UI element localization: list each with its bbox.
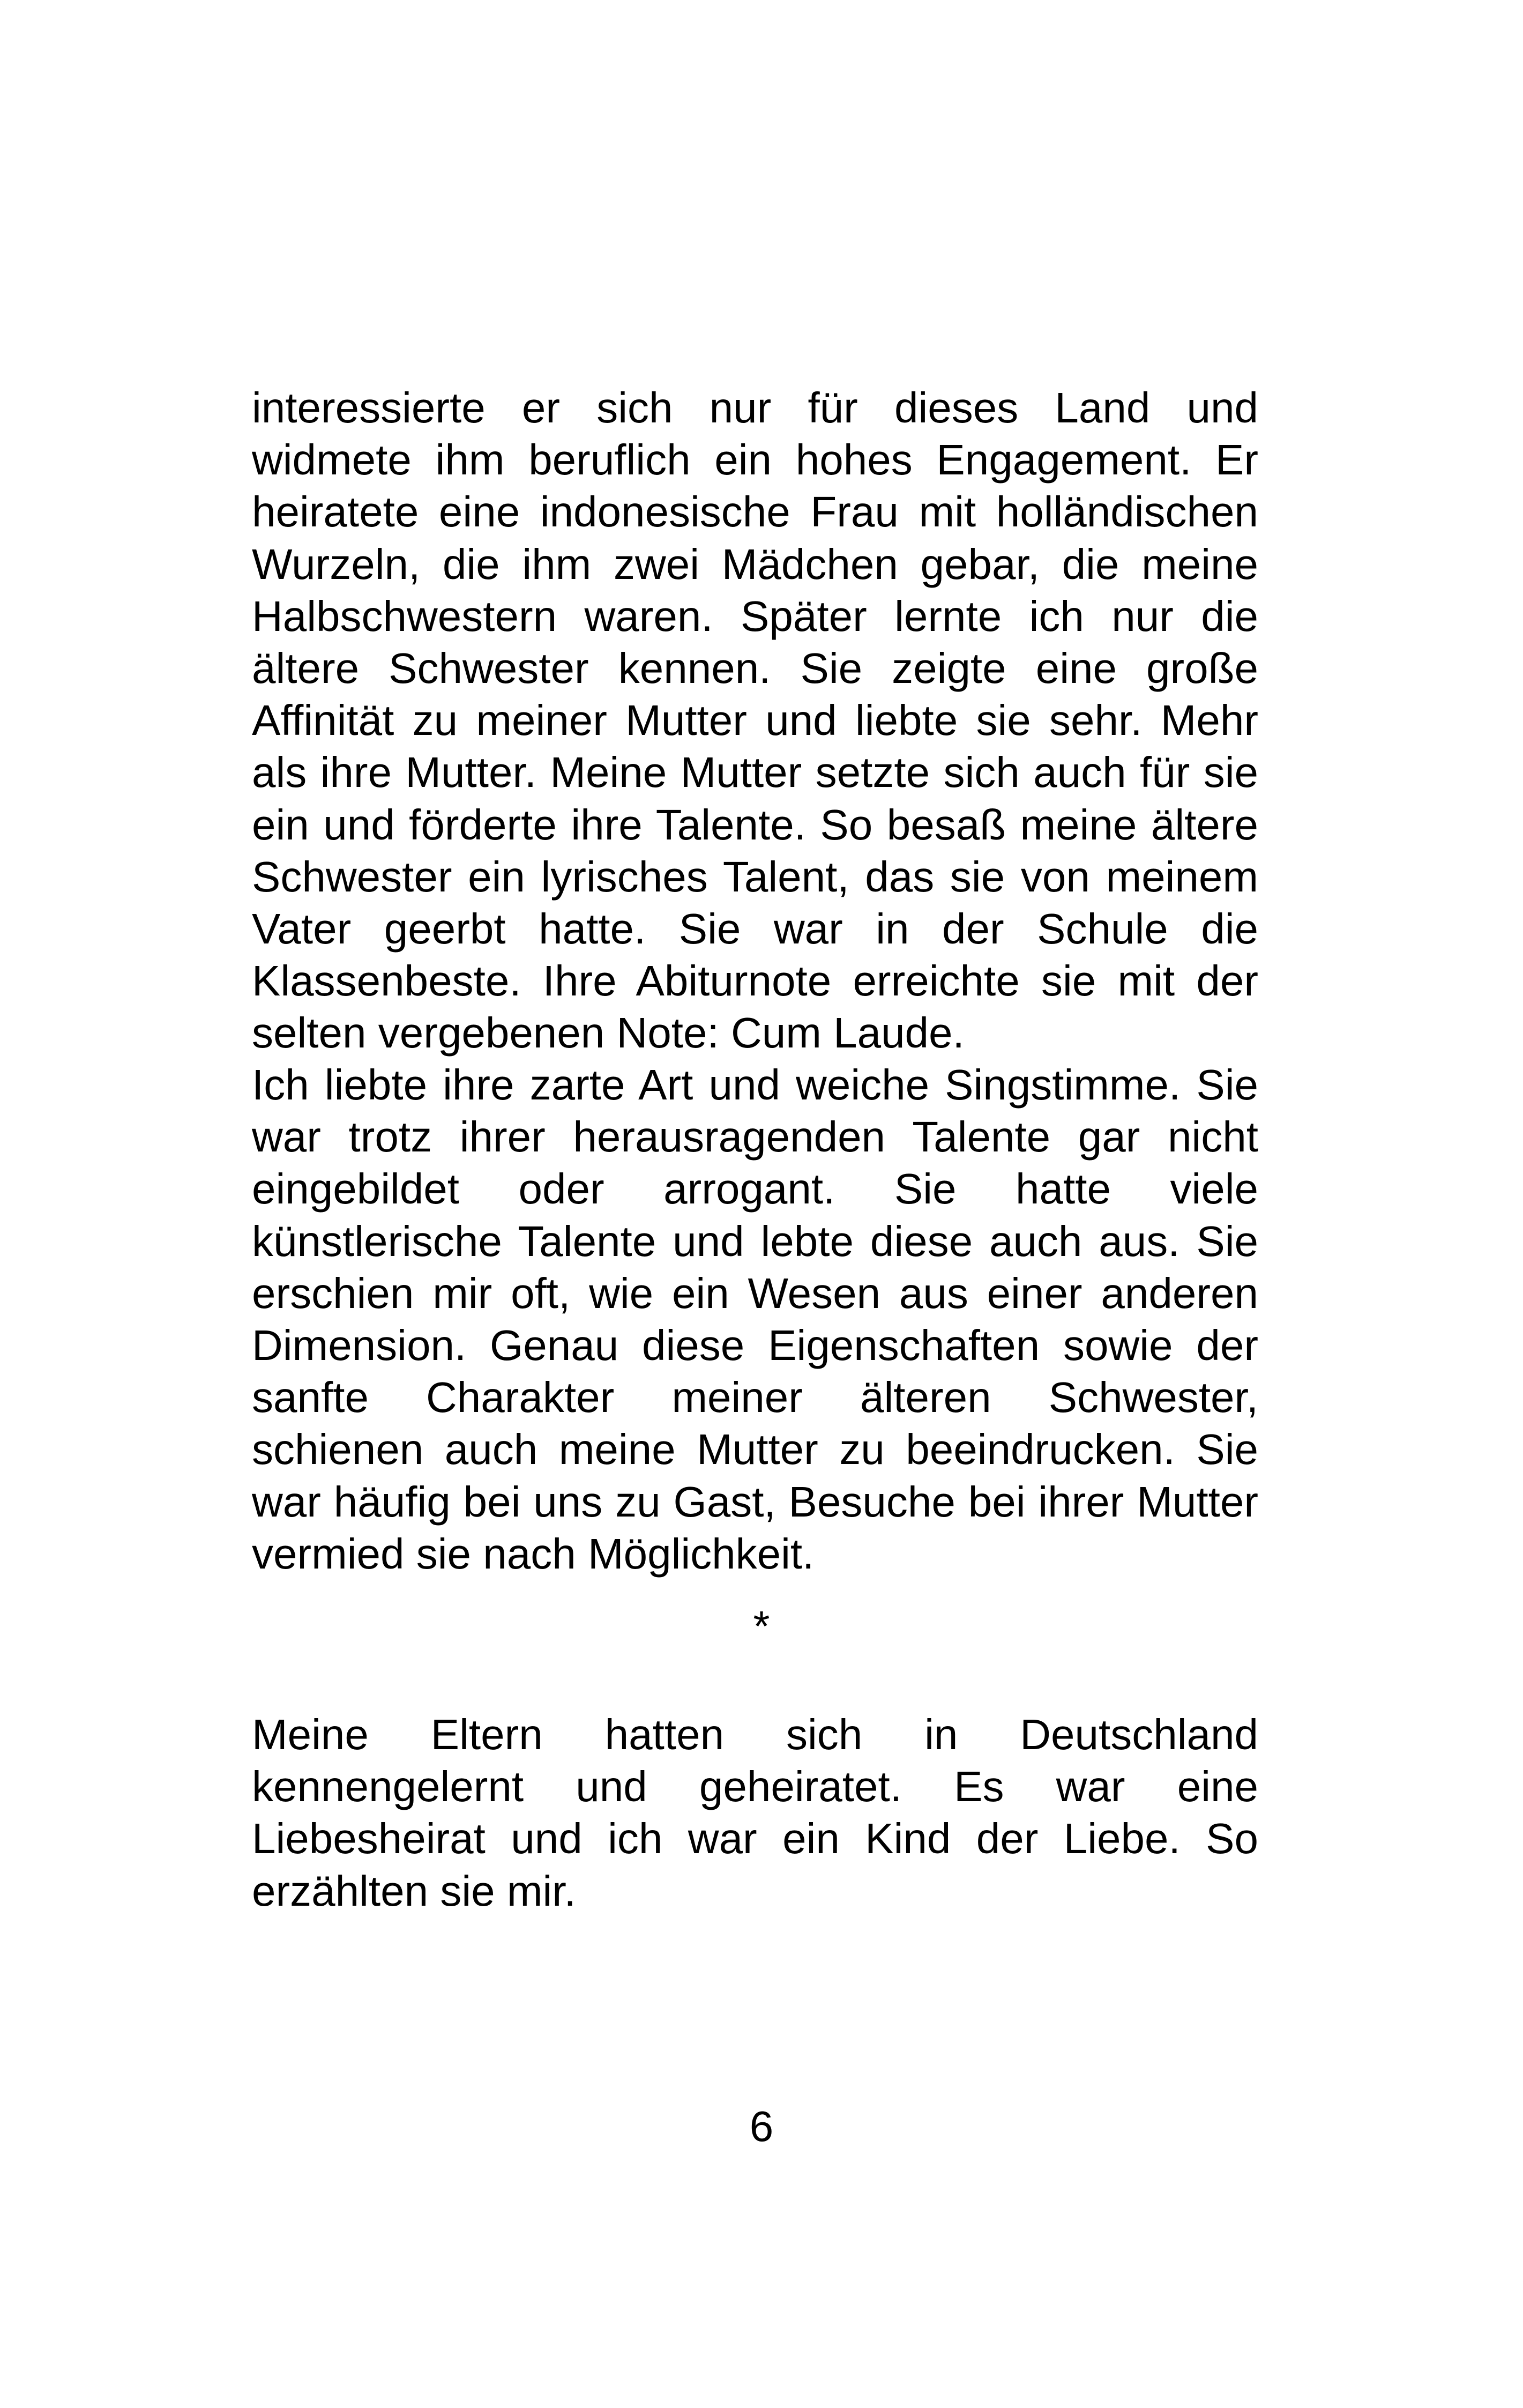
text-line: Liebesheirat und ich war ein Kind der Liebe. So (252, 1815, 1258, 1863)
paragraph-2 (252, 1059, 1258, 1580)
text-line: Klassenbeste. Ihre Abiturnote erreichte sie mit der (252, 957, 1258, 1005)
text-line: als ihre Mutter. Meine Mutter setzte sich auch für sie (252, 748, 1258, 797)
text-line: Vater geerbt hatte. Sie war in der Schule die (252, 904, 1258, 953)
text-line: erschien mir oft, wie ein Wesen aus einer anderen (252, 1269, 1258, 1317)
paragraph-3 (252, 1708, 1258, 1917)
text-line: schienen auch meine Mutter zu beeindrucken. Sie (252, 1425, 1258, 1474)
text-line: ein und förderte ihre Talente. So besaß meine ältere (252, 800, 1258, 849)
text-line: Ich liebte ihre zarte Art und weiche Singstimme. Sie (252, 1061, 1258, 1109)
text-line: heiratete eine indonesische Frau mit holländischen (252, 488, 1258, 536)
text-line: Dimension. Genau diese Eigenschaften sowie der (252, 1321, 1258, 1369)
text-line: Meine Eltern hatten sich in Deutschland (252, 1711, 1258, 1758)
text-line: vermied sie nach Möglichkeit. (252, 1529, 815, 1578)
text-line: Halbschwestern waren. Später lernte ich nur die (252, 592, 1258, 640)
text-line: war häufig bei uns zu Gast, Besuche bei ihrer Mutter (252, 1477, 1258, 1526)
text-line: eingebildet oder arrogant. Sie hatte viele (252, 1165, 1258, 1213)
section-separator: * (753, 1602, 770, 1650)
text-line: Wurzeln, die ihm zwei Mädchen gebar, die meine (252, 540, 1258, 588)
text-line: erzählten sie mir. (252, 1867, 576, 1915)
text-line: selten vergebenen Note: Cum Laude. (252, 1009, 965, 1057)
text-line: interessierte er sich nur für dieses Land und (252, 384, 1258, 432)
text-line: kennengelernt und geheiratet. Es war eine (252, 1763, 1258, 1811)
text-line: widmete ihm beruflich ein hohes Engagement. Er (252, 436, 1258, 484)
text-line: Schwester ein lyrisches Talent, das sie von meinem (252, 852, 1258, 901)
text-line: künstlerische Talente und lebte diese auch aus. Sie (252, 1217, 1258, 1265)
text-line: ältere Schwester kennen. Sie zeigte eine große (252, 644, 1258, 692)
text-line: war trotz ihrer herausragenden Talente gar nicht (252, 1113, 1258, 1161)
text-line: Affinität zu meiner Mutter und liebte sie sehr. Mehr (252, 696, 1258, 745)
paragraph-1 (252, 382, 1258, 1059)
text-line: sanfte Charakter meiner älteren Schwester, (252, 1373, 1258, 1422)
page-number: 6 (749, 2102, 774, 2150)
